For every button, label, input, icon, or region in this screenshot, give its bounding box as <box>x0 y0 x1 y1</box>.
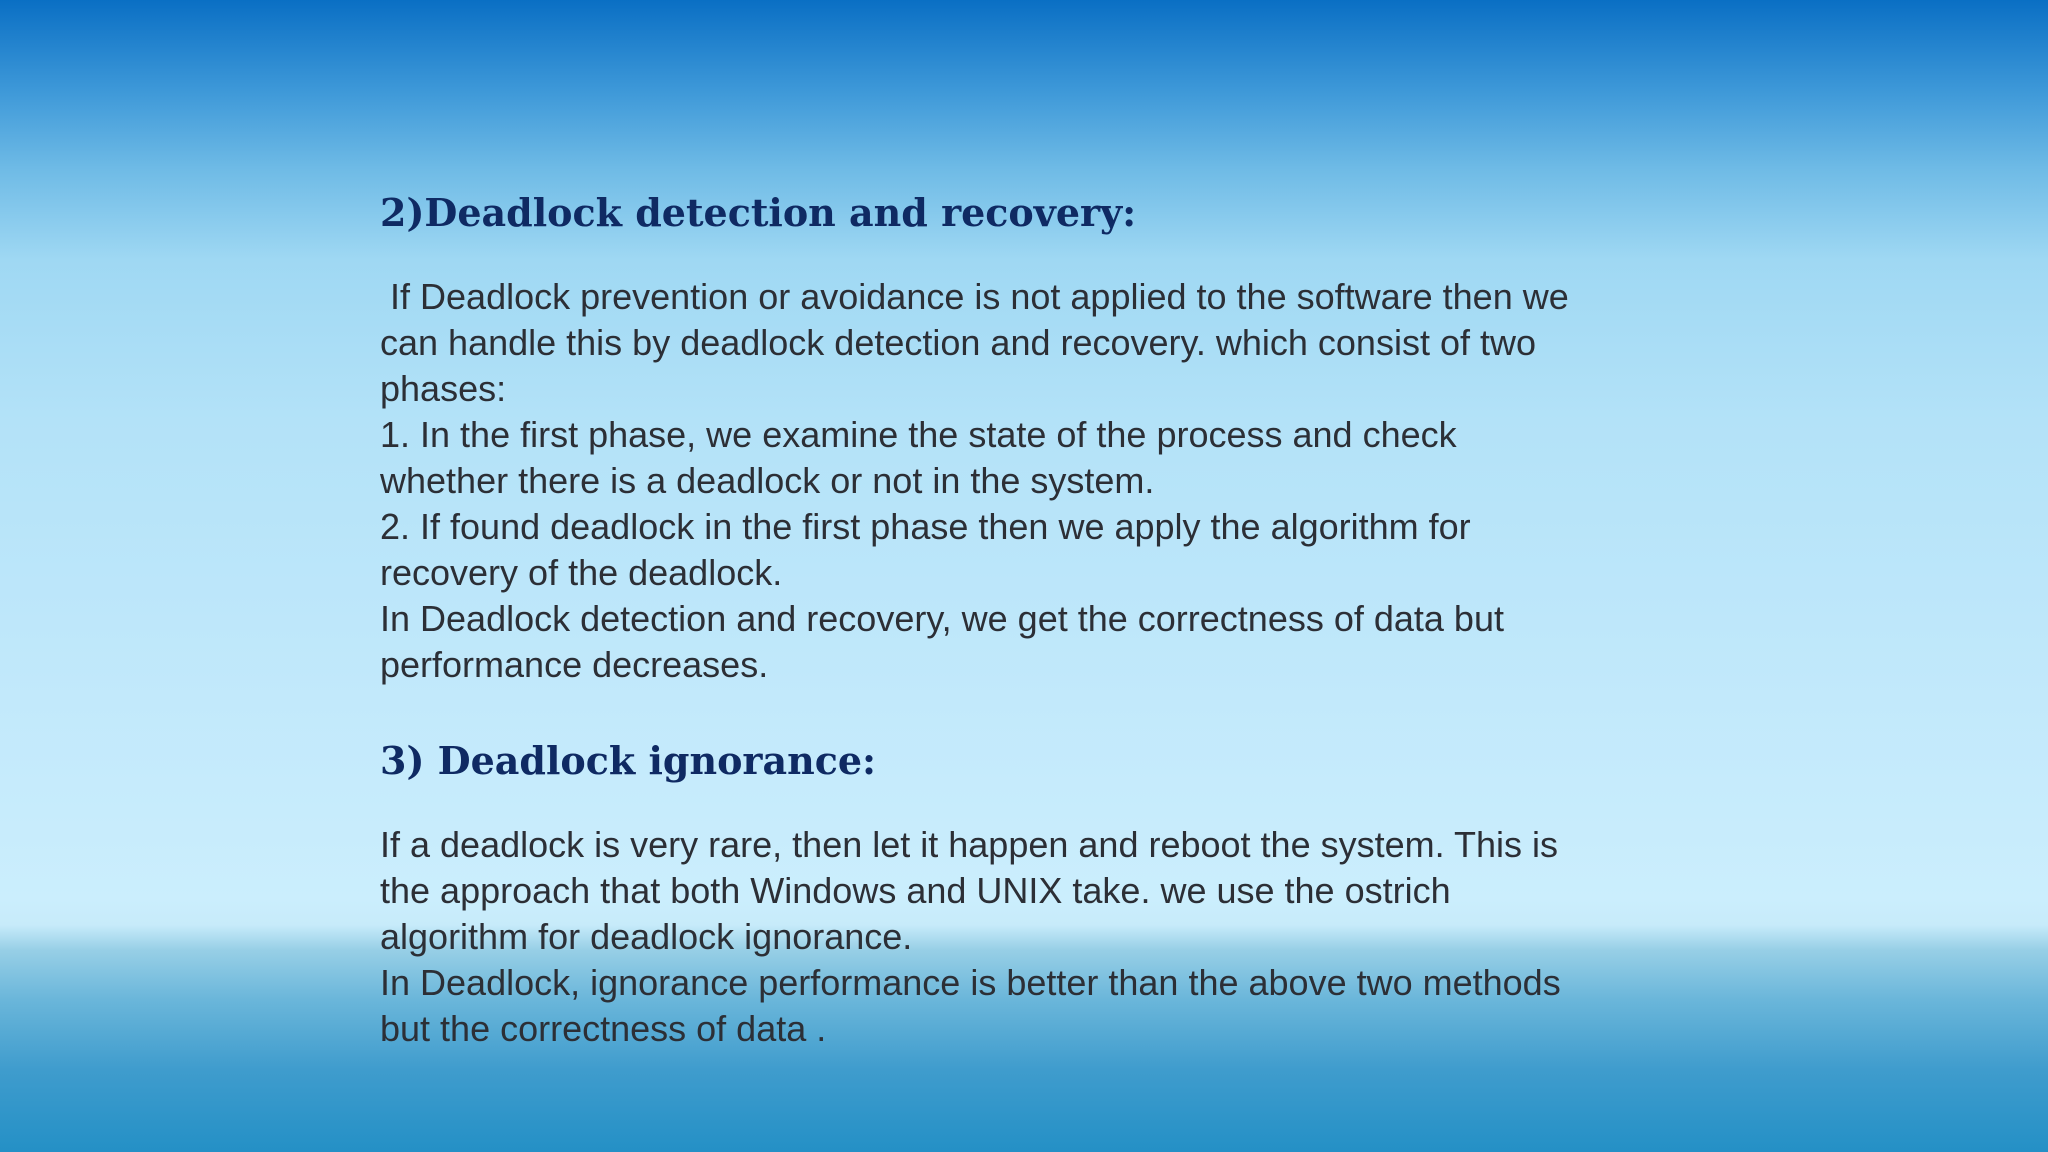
spacer <box>380 688 1680 728</box>
list-item-phase-2: 2. If found deadlock in the first phase then we apply the algorithm for <box>380 506 1471 547</box>
text-line: but the correctness of data . <box>380 1008 827 1049</box>
text-line: the approach that both Windows and UNIX take. we use the ostrich <box>380 870 1451 911</box>
text-line: whether there is a deadlock or not in the system. <box>380 460 1155 501</box>
text-line: In Deadlock detection and recovery, we get the correctness of data but <box>380 598 1504 639</box>
list-item-phase-1: 1. In the first phase, we examine the state of the process and check <box>380 414 1457 455</box>
text-line: algorithm for deadlock ignorance. <box>380 916 913 957</box>
text-line: can handle this by deadlock detection and recovery. which consist of two <box>380 322 1536 363</box>
text-line: If a deadlock is very rare, then let it happen and reboot the system. This is <box>380 824 1558 865</box>
spacer <box>380 794 1680 822</box>
spacer <box>380 246 1680 274</box>
text-line: performance decreases. <box>380 644 769 685</box>
slide-content <box>380 180 1680 1080</box>
text-line: In Deadlock, ignorance performance is better than the above two methods <box>380 962 1561 1003</box>
text-line: phases: <box>380 368 507 409</box>
section-heading-deadlock-detection: 2)Deadlock detection and recovery: <box>380 190 1137 235</box>
section-heading-deadlock-ignorance: 3) Deadlock ignorance: <box>380 738 877 783</box>
text-line: recovery of the deadlock. <box>380 552 783 593</box>
text-line: If Deadlock prevention or avoidance is not applied to the software then we <box>380 276 1569 317</box>
paragraph-deadlock-detection <box>380 274 1680 688</box>
paragraph-deadlock-ignorance <box>380 822 1680 1052</box>
